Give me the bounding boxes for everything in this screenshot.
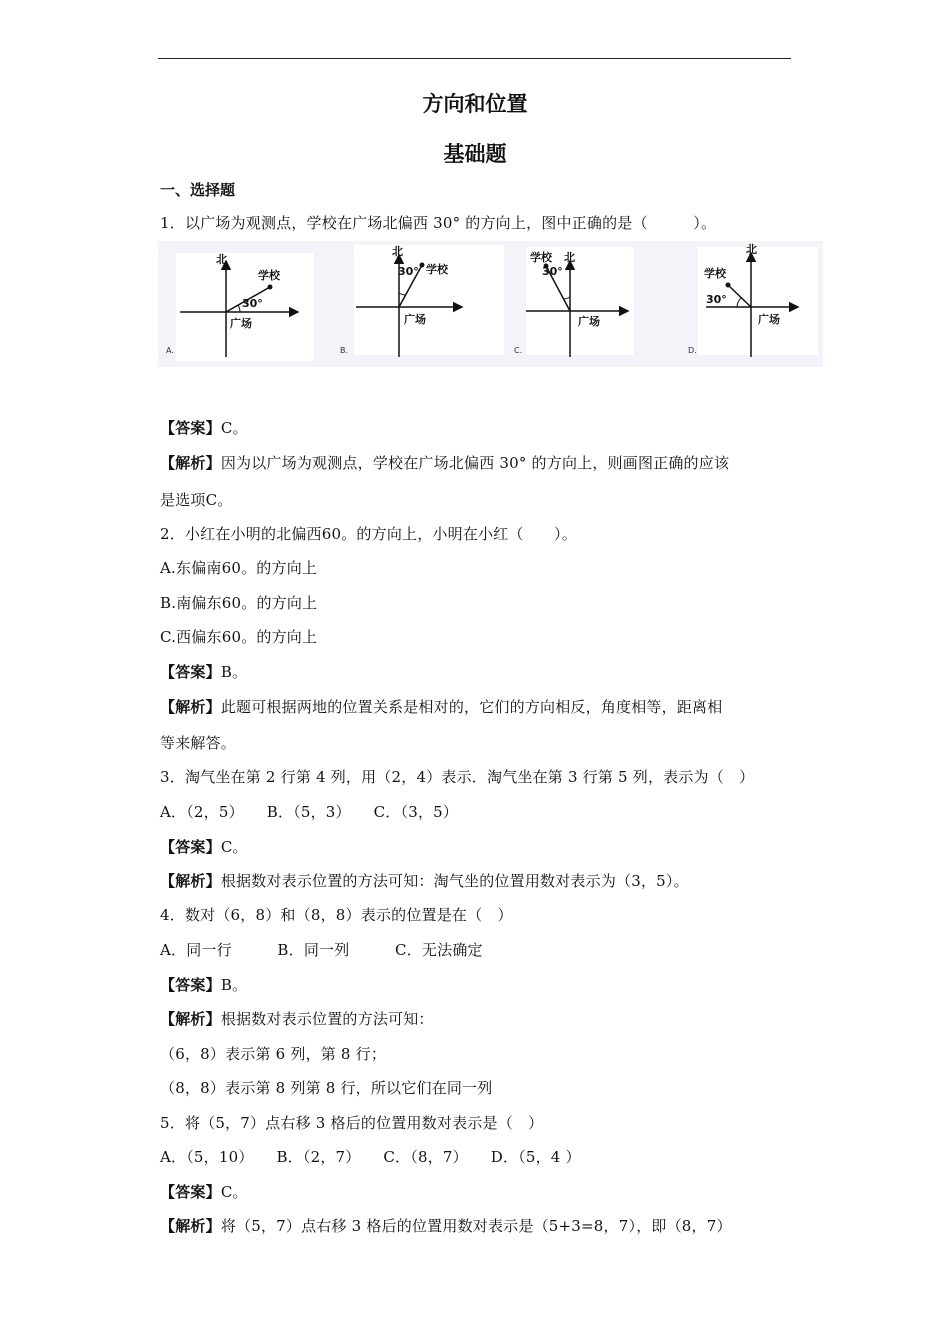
option-d-label: D. — [688, 346, 697, 355]
q1-analysis-cont: 是选项C。 — [160, 491, 233, 509]
q2-option-a: A.东偏南60。的方向上 — [160, 559, 318, 577]
q1-analysis-tag: 【解析】 — [160, 454, 221, 472]
q4-analysis — [160, 1008, 434, 1029]
q5-analysis — [160, 1215, 732, 1236]
q4-answer — [160, 974, 247, 995]
q2-option-b: B.南偏东60。的方向上 — [160, 594, 318, 612]
d-angle-label: 30° — [706, 293, 727, 306]
q3-answer-tag: 【答案】 — [160, 838, 221, 856]
a-angle-label: 30° — [242, 297, 263, 310]
q3-analysis-text: 根据数对表示位置的方法可知：淘气坐的位置用数对表示为（3，5）。 — [220, 872, 689, 890]
q5-analysis-tag: 【解析】 — [160, 1217, 221, 1235]
c-angle-label: 30° — [542, 265, 563, 278]
q2-analysis-cont: 等来解答。 — [160, 734, 237, 752]
page-subtitle: 基础题 — [443, 142, 507, 166]
q3-answer-value: C。 — [220, 838, 248, 856]
q1-figure — [158, 241, 823, 367]
q4-analysis-text: 根据数对表示位置的方法可知： — [220, 1010, 434, 1028]
b-north-label: 北 — [392, 245, 403, 258]
page-title: 方向和位置 — [422, 92, 528, 116]
c-school-label: 学校 — [530, 251, 552, 264]
option-a-label: A. — [166, 346, 174, 355]
a-square-label: 广场 — [230, 317, 252, 330]
q4-stem: 4．数对（6，8）和（8，8）表示的位置是在（ ） — [160, 906, 513, 924]
q2-analysis — [160, 696, 722, 717]
section-heading: 一、选择题 — [160, 181, 236, 199]
q1-answer — [160, 417, 248, 438]
q4-answer-value: B。 — [220, 976, 248, 994]
q4-options: A．同一行 B．同一列 C．无法确定 — [160, 941, 483, 959]
d-school-label: 学校 — [704, 267, 726, 280]
q1-answer-value: C。 — [220, 419, 248, 437]
q4-answer-tag: 【答案】 — [160, 976, 221, 994]
q1-answer-tag: 【答案】 — [160, 419, 221, 437]
q4-analysis-line3: （8，8）表示第 8 列第 8 行，所以它们在同一列 — [160, 1079, 493, 1097]
b-angle-label: 30° — [398, 265, 419, 278]
q1-stem: 1．以广场为观测点，学校在广场北偏西 30° 的方向上，图中正确的是（ ）。 — [160, 214, 717, 232]
option-b-label: B. — [340, 346, 349, 355]
q2-answer-tag: 【答案】 — [160, 663, 221, 681]
a-north-label: 北 — [216, 253, 227, 266]
q2-answer-value: B。 — [220, 663, 248, 681]
q3-analysis — [160, 870, 689, 891]
q4-analysis-tag: 【解析】 — [160, 1010, 221, 1028]
a-school-label: 学校 — [258, 269, 280, 282]
d-square-label: 广场 — [758, 313, 780, 326]
b-school-label: 学校 — [426, 263, 448, 276]
q5-answer-tag: 【答案】 — [160, 1183, 221, 1201]
c-square-label: 广场 — [578, 315, 600, 328]
q2-analysis-text: 此题可根据两地的位置关系是相对的，它们的方向相反，角度相等，距离相 — [220, 698, 723, 716]
q3-answer — [160, 836, 248, 857]
q2-option-c: C.西偏东60。的方向上 — [160, 628, 318, 646]
q5-stem: 5．将（5，7）点右移 3 格后的位置用数对表示是（ ） — [160, 1114, 544, 1132]
q5-options: A．（5，10） B．（2，7） C．（8，7） D．（5，4 ） — [160, 1148, 581, 1166]
d-north-label: 北 — [746, 243, 757, 256]
q1-analysis-text: 因为以广场为观测点，学校在广场北偏西 30° 的方向上，则画图正确的应该 — [220, 454, 730, 472]
q2-stem: 2．小红在小明的北偏西60。的方向上，小明在小红（ ）。 — [160, 525, 577, 543]
option-c-label: C. — [514, 346, 523, 355]
q5-answer — [160, 1181, 248, 1202]
q3-options: A．（2，5） B．（5，3） C．（3，5） — [160, 803, 459, 821]
q3-stem: 3．淘气坐在第 2 行第 4 列，用（2，4）表示．淘气坐在第 3 行第 5 列，表示为（ ） — [160, 768, 755, 786]
q5-analysis-text: 将（5，7）点右移 3 格后的位置用数对表示是（5+3=8，7），即（8，7） — [220, 1217, 732, 1235]
q3-analysis-tag: 【解析】 — [160, 872, 221, 890]
q1-figure-svg — [158, 241, 823, 367]
q5-answer-value: C。 — [220, 1183, 248, 1201]
header-rule — [158, 58, 791, 59]
q2-analysis-tag: 【解析】 — [160, 698, 221, 716]
b-square-label: 广场 — [404, 313, 426, 326]
c-north-label: 北 — [564, 251, 575, 264]
q4-analysis-line2: （6，8）表示第 6 列，第 8 行； — [160, 1045, 387, 1063]
q2-answer — [160, 661, 247, 682]
q1-analysis — [160, 452, 729, 473]
